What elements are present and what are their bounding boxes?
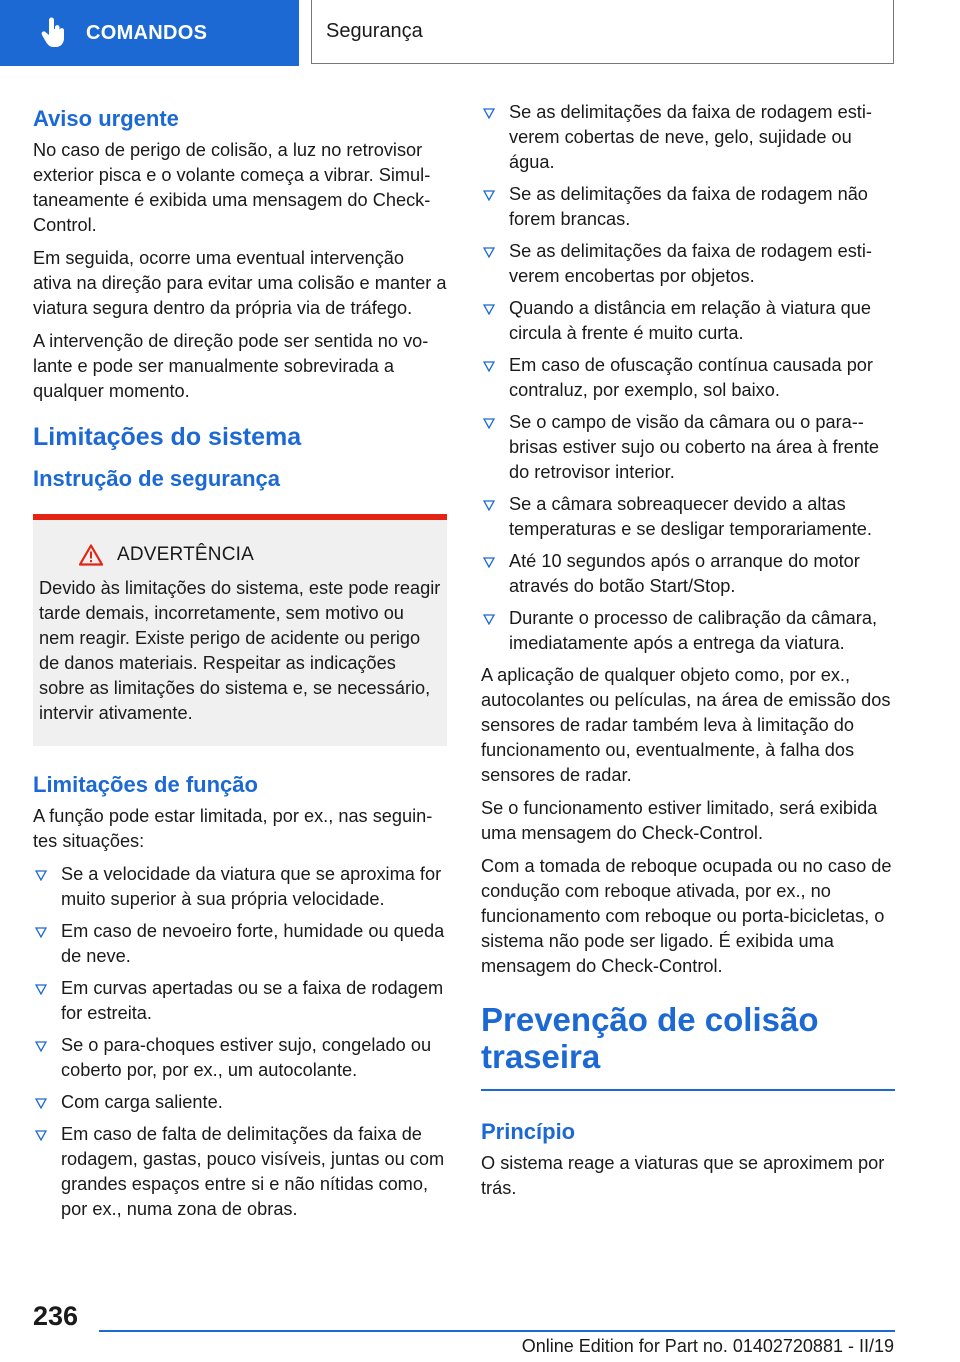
bullet-triangle-icon [35,984,47,995]
list-item [33,862,447,912]
list-item-text: Com carga saliente. [61,1092,223,1112]
bullet-triangle-icon [483,190,495,201]
paragraph: A intervenção de direção pode ser sentida no volante e pode ser manualmente sobrevirada a qualquer momento. [33,331,429,401]
bullet-triangle-icon [483,418,495,429]
section-tab-label: Segurança [326,20,423,42]
paragraph: Se o funcionamento estiver limitado, será exibida uma mensagem do Check-Control. [481,798,878,843]
paragraph: Com a tomada de reboque ocupada ou no caso de condução com reboque ativada, por ex., no funcionamento com reboque ou porta-bicicletas, o sistema não pode ser ligado. É exibida uma mensagem do Check-Control. [481,856,892,976]
list-item-text: Durante o processo de calibração da câmara, imediatamente após a entrega da viatura. [509,608,877,653]
chapter-divider [481,1089,895,1091]
bullet-triangle-icon [35,927,47,938]
edition-note: Online Edition for Part no. 01402720881 - II/19 [521,1336,894,1356]
list-item [481,100,895,175]
chapter-tab-label: COMANDOS [86,21,208,44]
paragraph: A aplicação de qualquer objeto como, por ex., autocolantes ou películas, na área de emissão dos sensores de radar também leva à limitação do funcionamento ou, eventualmente, à falha dos sensores de radar. [481,665,891,785]
bullet-triangle-icon [35,1130,47,1141]
list-item-text: Se as delimitações da faixa de rodagem estiverem cobertas de neve, gelo, sujidade ou água. [509,102,872,172]
paragraph: O sistema reage a viaturas que se aproximem por trás. [481,1152,885,1198]
list-item [481,239,895,289]
list-item [33,919,447,969]
list-item [481,353,895,403]
list-item [481,410,895,485]
list-item [481,606,895,656]
list-item [481,492,895,542]
bullet-triangle-icon [483,247,495,258]
right-column [481,100,895,1209]
list-item-text: Se o para-choques estiver sujo, congelado ou coberto por, por ex., um autocolante. [61,1035,432,1080]
bullet-triangle-icon [483,108,495,119]
list-item-text: Se a velocidade da viatura que se aproxima for muito superior à sua própria velocidade. [61,864,442,909]
list-item-text: Se a câmara sobreaquecer devido a altas temperaturas e se desligar temporariamente. [509,494,872,539]
left-column [33,100,447,1229]
bullet-triangle-icon [483,557,495,568]
section-tab[interactable] [311,0,894,64]
list-item-text: Se o campo de visão da câmara ou o para-brisas estiver sujo ou coberto na área à frente do retrovisor interior. [509,412,880,482]
list-item-text: Em caso de falta de delimitações da faixa de rodagem, gastas, pouco visíveis, juntas ou com grandes espaços entre si e não nítidas como, por ex., numa zona de obras. [61,1124,445,1219]
list-item [33,1033,447,1083]
page-number: 236 [33,1301,79,1331]
list-item-text: Se as delimitações da faixa de rodagem estiverem encobertas por objetos. [509,241,872,286]
bullet-triangle-icon [35,1098,47,1109]
footer-divider [99,1330,895,1332]
list-item [33,1090,447,1115]
bullet-list [33,862,447,1222]
chapter-tab[interactable] [0,0,299,66]
bullet-triangle-icon [35,1041,47,1052]
heading-urgent-warning: Aviso urgente [33,106,179,131]
touch-hand-icon [40,16,68,50]
list-item-text: Quando a distância em relação à viatura que circula à frente é muito curta. [509,298,871,343]
list-item-text: Em caso de ofuscação contínua causada por contraluz, por exemplo, sol baixo. [509,355,873,400]
bullet-triangle-icon [483,614,495,625]
bullet-triangle-icon [483,304,495,315]
heading-safety-instruction: Instrução de segurança [33,466,280,491]
paragraph: Em seguida, ocorre uma eventual intervenção ativa na direção para evitar uma colisão e manter a viatura segura dentro da própria via de tráfego. [33,248,447,318]
bullet-triangle-icon [35,870,47,881]
page-header [0,0,960,66]
heading-principle: Princípio [481,1118,576,1144]
list-item [481,549,895,599]
heading-system-limitations: Limitações do sistema [33,423,302,451]
bullet-triangle-icon [483,361,495,372]
heading-function-limitations: Limitações de função [33,772,258,797]
list-item [33,1122,447,1222]
list-item [481,296,895,346]
bullet-triangle-icon [483,500,495,511]
list-item [481,182,895,232]
bullet-list [481,100,895,656]
paragraph: A função pode estar limitada, por ex., nas seguintes situações: [33,806,433,851]
warning-box [33,514,447,746]
list-item-text: Se as delimitações da faixa de rodagem não forem brancas. [509,184,868,229]
warning-title [79,544,441,566]
warning-title-text: ADVERTÊNCIA [117,544,254,565]
list-item-text: Em curvas apertadas ou se a faixa de rodagem for estreita. [61,978,444,1023]
warning-text: Devido às limitações do sistema, este pode reagir tarde demais, incorretamente, sem motivo ou nem reagir. Existe perigo de acidente ou perigo de danos materiais. Respeitar as indicações sobre as limitações do sistema e, se necessário, intervir ativamente. [39,578,441,723]
list-item-text: Até 10 segundos após o arranque do motor através do botão Start/Stop. [509,551,860,596]
list-item-text: Em caso de nevoeiro forte, humidade ou queda de neve. [61,921,445,966]
list-item [33,976,447,1026]
chapter-heading-rear-collision-prevention: Prevenção de colisão traseira [481,1001,819,1075]
warning-triangle-icon [79,544,103,566]
paragraph: No caso de perigo de colisão, a luz no retrovisor exterior pisca e o volante começa a vibrar. Simultaneamente é exibida uma mensagem do Check-Control. [33,140,431,235]
